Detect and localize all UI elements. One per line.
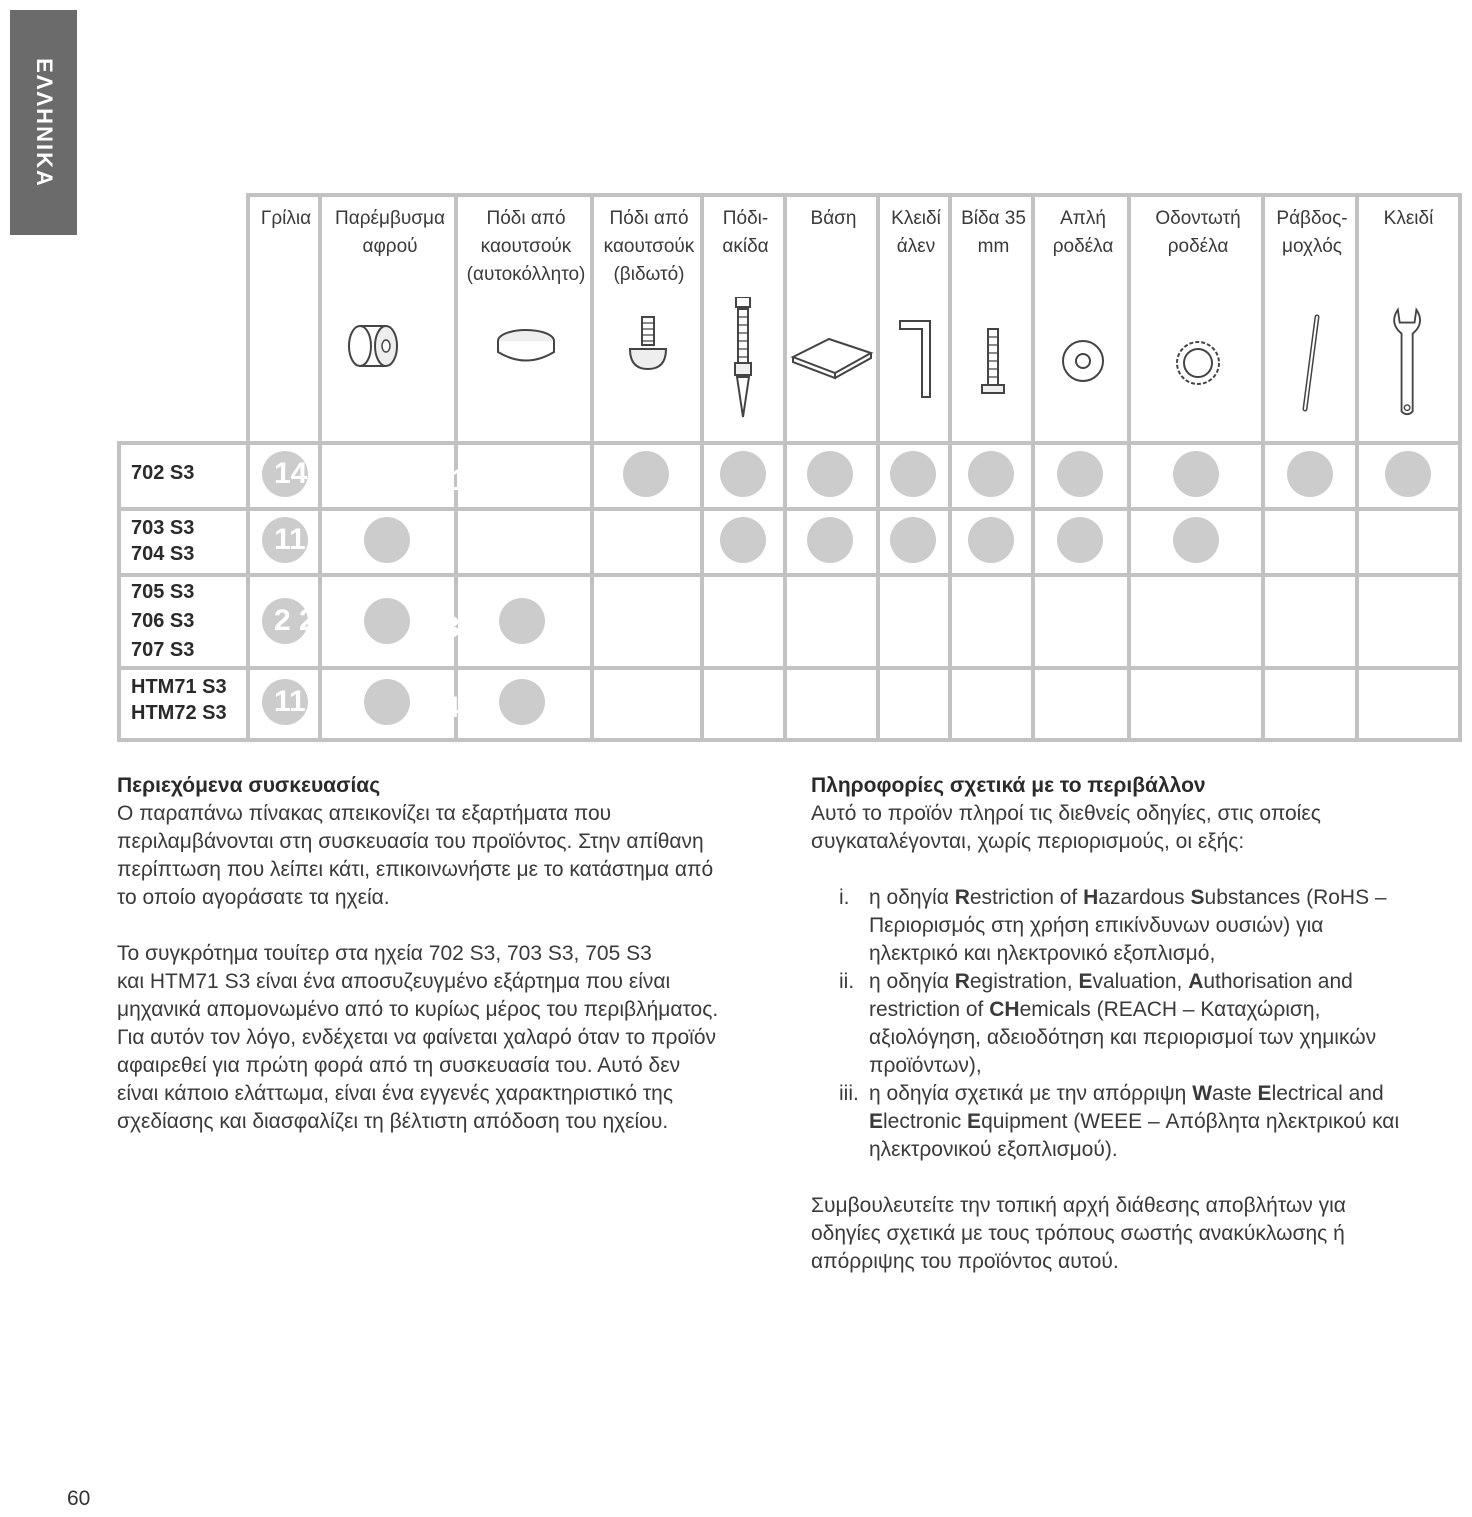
column-divider xyxy=(117,441,121,738)
directive-text xyxy=(869,884,1461,968)
grille-quantity-dot: 2 2 xyxy=(262,598,308,644)
column-divider xyxy=(1127,441,1131,738)
text-line: αφαιρεθεί για πρώτη φορά από τη συσκευασία του. Αυτό δεν xyxy=(117,1054,681,1077)
column-header-5 xyxy=(700,193,787,443)
package-contents-section xyxy=(117,772,787,1136)
column-header-label: Βάση xyxy=(810,208,857,229)
allen-key-icon xyxy=(880,297,952,437)
column-divider xyxy=(1261,441,1265,738)
model-label: 705 S3 706 S3 707 S3 xyxy=(131,581,195,661)
text-line: Για αυτόν τον λόγο, ενδέχεται να φαίνεται χαλαρό όταν το προϊόν xyxy=(117,1026,717,1049)
text-line: απόρριψης του προϊόντος αυτού. xyxy=(811,1250,1119,1273)
column-header-label: Πόδι από καουτσούκ (αυτοκόλλητο) xyxy=(466,208,586,285)
rubber-foot-adhesive-icon xyxy=(458,297,594,437)
column-header-10 xyxy=(1127,193,1265,443)
text-line: Συμβουλευτείτε την τοπική αρχή διάθεσης αποβλήτων για xyxy=(811,1194,1346,1217)
column-header-3 xyxy=(454,193,594,443)
model-label: 703 S3 704 S3 xyxy=(131,517,195,565)
model-label: HTM71 S3 HTM72 S3 xyxy=(131,676,227,724)
screw-icon xyxy=(952,297,1035,437)
included-dot xyxy=(720,517,766,563)
text-line: Electronic Equipment (WEEE – Απόβλητα ηλεκτρικού και xyxy=(869,1110,1400,1133)
wrench-icon xyxy=(1359,297,1458,437)
column-divider xyxy=(1458,441,1462,738)
text-line: το οποίο αγοράσατε τα ηχεία. xyxy=(117,886,390,909)
column-divider xyxy=(876,441,880,738)
grille-quantity-dot: 11 xyxy=(262,679,308,725)
directive-item xyxy=(811,884,1461,968)
included-dot xyxy=(890,517,936,563)
included-dot xyxy=(1173,517,1219,563)
column-header-1 xyxy=(246,193,322,443)
included-dot xyxy=(499,679,545,725)
column-divider xyxy=(1031,441,1035,738)
package-contents-paragraph xyxy=(117,800,787,912)
column-header-label: Παρέμβυσμα αφρού xyxy=(335,208,445,257)
tweeter-note-paragraph xyxy=(117,940,787,1136)
text-line: η οδηγία Registration, Evaluation, Authorisation and xyxy=(869,970,1353,993)
text-line: περιλαμβάνονται στη συσκευασία του προϊόντος. Στην απίθανη xyxy=(117,830,704,853)
environment-title: Πληροφορίες σχετικά με το περιβάλλον xyxy=(811,774,1206,797)
foam-plug-icon xyxy=(322,297,458,437)
column-header-12 xyxy=(1355,193,1462,443)
base-plate-icon xyxy=(787,297,880,437)
included-dot xyxy=(1385,451,1431,497)
directive-list xyxy=(811,884,1461,1164)
column-header-label: Απλή ροδέλα xyxy=(1052,208,1114,257)
text-line: η οδηγία σχετικά με την απόρριψη Waste Electrical and xyxy=(869,1082,1384,1105)
language-tab xyxy=(10,10,77,235)
text-line: περίπτωση που λείπει κάτι, επικοινωνήστε με το κατάστημα από xyxy=(117,858,714,881)
text-line: αξιολόγηση, αδειοδότηση και περιορισμοί των χημικών xyxy=(869,1026,1377,1049)
text-line: συγκαταλέγονται, χωρίς περιορισμούς, οι εξής: xyxy=(811,830,1245,853)
column-header-6 xyxy=(783,193,880,443)
directive-text xyxy=(869,968,1461,1080)
included-dot xyxy=(1287,451,1333,497)
included-dot xyxy=(807,451,853,497)
toothed-washer-icon xyxy=(1131,297,1265,437)
included-dot xyxy=(499,598,545,644)
text-line: Ο παραπάνω πίνακας απεικονίζει τα εξαρτήματα που xyxy=(117,802,612,825)
text-line: Αυτό το προϊόν πληροί τις διεθνείς οδηγίες, στις οποίες xyxy=(811,802,1321,825)
column-divider xyxy=(246,441,250,738)
column-header-11 xyxy=(1261,193,1359,443)
environment-intro xyxy=(811,800,1461,856)
ghost-mark: 1 xyxy=(450,464,467,497)
column-header-label: Κλειδί άλεν xyxy=(891,208,941,257)
page-number: 60 xyxy=(67,1487,91,1510)
column-header-2 xyxy=(318,193,458,443)
grille-quantity-dot: 11 xyxy=(262,517,308,563)
column-divider xyxy=(590,441,594,738)
package-contents-title: Περιεχόμενα συσκευασίας xyxy=(117,774,381,797)
ghost-mark: 14 xyxy=(596,529,630,562)
included-dot xyxy=(1057,451,1103,497)
column-header-label: Ράβδος- μοχλός xyxy=(1276,208,1348,257)
text-line: ηλεκτρικό και ηλεκτρονικό εξοπλισμό, xyxy=(869,942,1216,965)
text-line: οδηγίες σχετικά με τους τρόπους σωστής ανακύκλωσης ή xyxy=(811,1222,1345,1245)
text-line: είναι κάποιο ελάττωμα, είναι ένα εγγενές χαρακτηριστικό της xyxy=(117,1082,673,1105)
included-dot xyxy=(1057,517,1103,563)
column-divider xyxy=(700,441,704,738)
text-line: Περιορισμός στη χρήση επικίνδυνων ουσιών) για xyxy=(869,914,1324,937)
rubber-foot-screw-icon xyxy=(594,297,704,437)
environment-outro xyxy=(811,1192,1461,1276)
text-line: σχεδίασης και διασφαλίζει τη βέλτιστη απόδοση του ηχείου. xyxy=(117,1110,669,1133)
column-header-7 xyxy=(876,193,952,443)
column-header-label: Πόδι- ακίδα xyxy=(722,208,769,257)
column-divider xyxy=(948,441,952,738)
included-dot xyxy=(623,451,669,497)
text-line: Το συγκρότημα τουίτερ στα ηχεία 702 S3, 703 S3, 705 S3 xyxy=(117,942,652,965)
column-header-4 xyxy=(590,193,704,443)
directive-number: ii. xyxy=(839,970,855,993)
text-line: ηλεκτρονικού εξοπλισμού). xyxy=(869,1138,1118,1161)
included-dot xyxy=(890,451,936,497)
spike-foot-icon xyxy=(704,297,787,437)
directive-text xyxy=(869,1080,1461,1164)
included-dot xyxy=(968,517,1014,563)
plain-washer-icon xyxy=(1035,297,1131,437)
directive-number: iii. xyxy=(839,1082,859,1105)
grille-quantity-dot: 14 xyxy=(262,451,308,497)
lever-rod-icon xyxy=(1265,297,1359,437)
text-line: μηχανικά απομονωμένο από το κυρίως μέρος του περιβλήματος. xyxy=(117,998,719,1021)
text-line: restriction of CHemicals (REACH – Καταχώριση, xyxy=(869,998,1321,1021)
directive-item xyxy=(811,1080,1461,1164)
column-divider xyxy=(783,441,787,738)
column-divider xyxy=(1355,441,1359,738)
ghost-mark: 4 xyxy=(443,691,460,724)
column-divider xyxy=(318,441,322,738)
column-header-9 xyxy=(1031,193,1131,443)
text-line: προϊόντων), xyxy=(869,1054,982,1077)
included-dot xyxy=(968,451,1014,497)
model-label: 702 S3 xyxy=(131,462,195,484)
column-header-8 xyxy=(948,193,1035,443)
column-header-label: Γρίλια xyxy=(260,208,312,229)
included-dot xyxy=(364,598,410,644)
included-dot xyxy=(720,451,766,497)
included-dot xyxy=(1173,451,1219,497)
directive-number: i. xyxy=(839,886,850,909)
column-header-label: Πόδι από καουτσούκ (βιδωτό) xyxy=(603,208,695,285)
directive-item xyxy=(811,968,1461,1080)
included-dot xyxy=(364,517,410,563)
ghost-mark: 3 xyxy=(443,611,460,644)
column-header-label: Βίδα 35 mm xyxy=(961,208,1026,257)
text-line: η οδηγία Restriction of Hazardous Substances (RoHS – xyxy=(869,886,1387,909)
row-divider xyxy=(117,738,1462,742)
column-header-label: Κλειδί xyxy=(1383,208,1434,229)
included-dot xyxy=(807,517,853,563)
text-line: και HTM71 S3 είναι ένα αποσυζευγμένο εξάρτημα που είναι xyxy=(117,970,671,993)
included-dot xyxy=(364,679,410,725)
environment-section xyxy=(811,772,1461,1276)
language-tab-label: ΕΛΛΗΝΙΚΑ xyxy=(31,57,57,188)
column-header-label: Οδοντωτή ροδέλα xyxy=(1155,208,1241,257)
